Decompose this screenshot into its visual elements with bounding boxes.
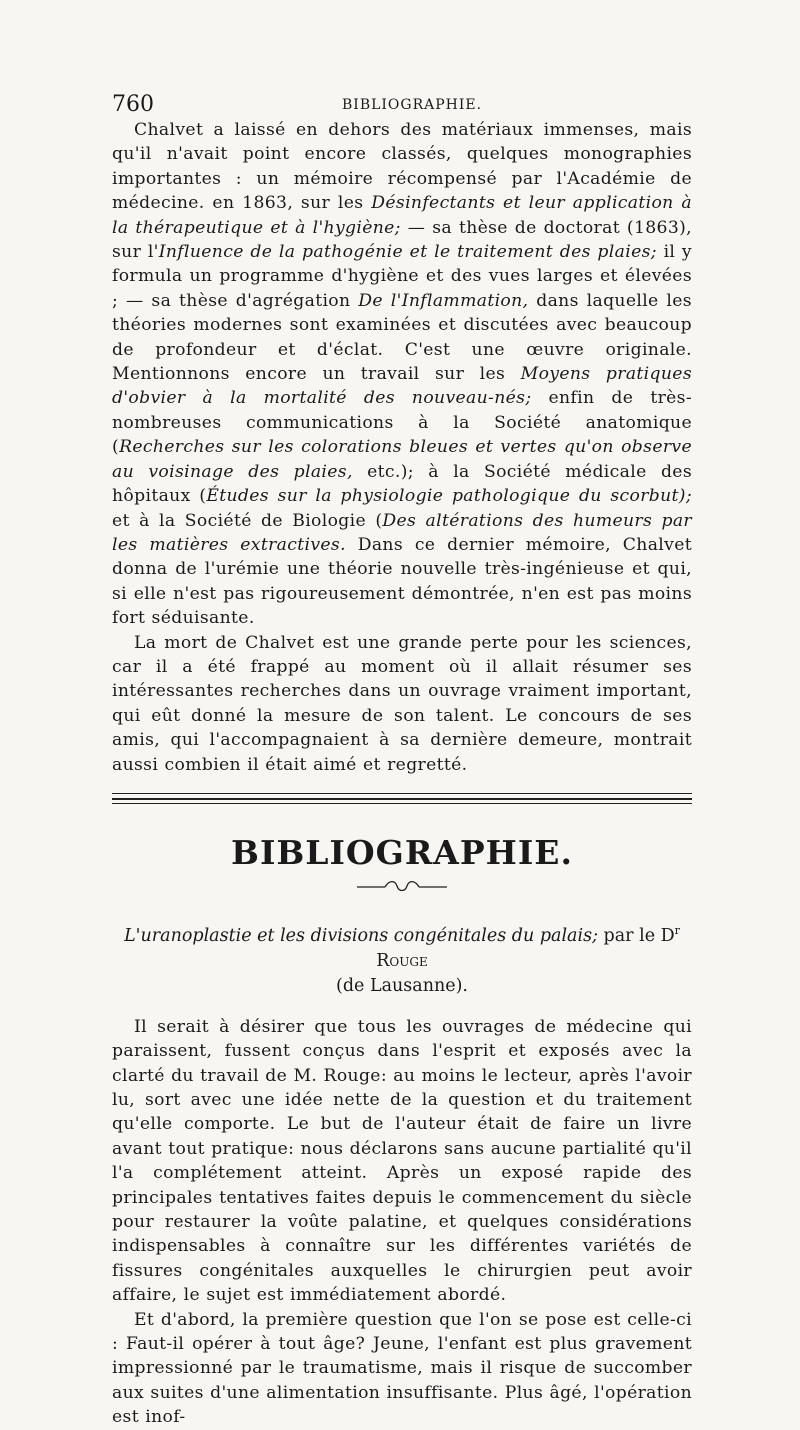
review-paragraph-2: Et d'abord, la première question que l'on se pose est celle-ci : Faut-il opérer à tout âge? Jeune, l'enfant est plus gravement impressionné par le traumatisme, mais il risque de succomber aux suites d'une alimentation insuffisante. Plus âgé, l'opération est inof- bbox=[112, 1309, 692, 1428]
italic-title: De l'Inflammation, bbox=[358, 290, 529, 311]
text-run: et à la Société de Biologie ( bbox=[112, 510, 383, 531]
obituary-paragraph-2: La mort de Chalvet est une grande perte pour les sciences, car il a été frappé au moment où il allait résumer ses intéressantes recherches dans un ouvrage vraiment important, qui eût donné la mesure de son talent. Le concours de ses amis, qui l'accompagnaient à sa dernière demeure, montrait aussi combien il était aimé et regretté. bbox=[112, 632, 692, 775]
work-title: L'uranoplastie et les divisions congénitales du palais; bbox=[124, 925, 598, 946]
italic-title: Études sur la physiologie pathologique du scorbut); bbox=[206, 486, 692, 507]
divider-rule bbox=[112, 798, 692, 800]
text-run: Dans ce dernier mémoire, Chalvet donna de l'urémie une théorie nouvelle très-ingénieuse et qui, si elle n'est pas rigoureusement démontrée, n'en est pas moins fort séduisante. bbox=[112, 534, 692, 629]
by-text: par le D bbox=[597, 925, 675, 946]
text-run: dans laquelle les théories modernes sont examinées et discutées avec beaucoup de profondeur et d'éclat. C'est une œuvre originale. Mentionnons encore un travail sur les bbox=[112, 290, 692, 385]
review-body bbox=[112, 1015, 692, 1430]
dr-superscript: r bbox=[674, 923, 680, 937]
italic-title: Recherches sur les colorations bleues et vertes qu'on observe au voisinage des plaies, bbox=[112, 437, 692, 482]
review-paragraph-1: Il serait à désirer que tous les ouvrages de médecine qui paraissent, fussent conçus dans l'esprit et exposés avec la clarté du travail de M. Rouge: au moins le lecteur, après l'avoir lu, sort avec une idée nette de la question et du traitement qu'elle comporte. Le but de l'auteur était de faire un livre avant tout pratique: nous déclarons sans aucune partialité qu'il l'a complétement atteint. Après un exposé rapide des principales tentatives faites depuis le commencement du siècle pour restaurer la voûte palatine, et quelques considérations indispensables à connaître sur les différentes variétés de fissures congénitales auxquelles le chirurgien peut avoir affaire, le sujet est immédiatement abordé. bbox=[112, 1016, 692, 1306]
italic-title: Désinfectants et leur application à la thérapeutique et à l'hygiène; bbox=[112, 193, 692, 238]
text-run: enfin de très-nombreuses communications à la Société anatomique ( bbox=[112, 388, 693, 458]
divider-rule bbox=[112, 793, 692, 794]
author-name: Rouge bbox=[376, 950, 428, 971]
italic-title: Influence de la pathogénie et le traitement des plaies; bbox=[158, 242, 657, 263]
text-run: Chalvet a laissé en dehors des matériaux immenses, mais qu'il n'avait point encore classés, quelques monographies importantes : un mémoire récompensé par l'Académie de médecine. en 1863, sur les bbox=[112, 120, 692, 214]
text-run: etc.); à la Société médicale des hôpitaux ( bbox=[112, 461, 692, 507]
book-page bbox=[112, 92, 692, 1430]
italic-title: Des altérations des humeurs par les matières extractives. bbox=[112, 510, 693, 555]
ornament-flourish-icon bbox=[112, 878, 692, 904]
running-title: BIBLIOGRAPHIE. bbox=[342, 97, 483, 113]
text-run: — sa thèse de doctorat (1863), sur l' bbox=[112, 217, 692, 263]
text-run: il y formula un programme d'hygiène et des vues larges et élevées ; — sa thèse d'agrégation bbox=[112, 242, 692, 311]
review-reference bbox=[112, 918, 692, 999]
author-place: (de Lausanne). bbox=[336, 975, 468, 996]
page-number: 760 bbox=[112, 92, 154, 117]
section-title: BIBLIOGRAPHIE. bbox=[231, 832, 573, 872]
section-divider bbox=[112, 791, 692, 805]
divider-rule bbox=[112, 803, 692, 804]
running-head bbox=[112, 92, 692, 118]
obituary-paragraph-1 bbox=[112, 118, 692, 631]
flourish-icon bbox=[357, 878, 447, 894]
italic-title: Moyens pratiques d'obvier à la mortalité des nouveau-nés; bbox=[112, 364, 692, 409]
